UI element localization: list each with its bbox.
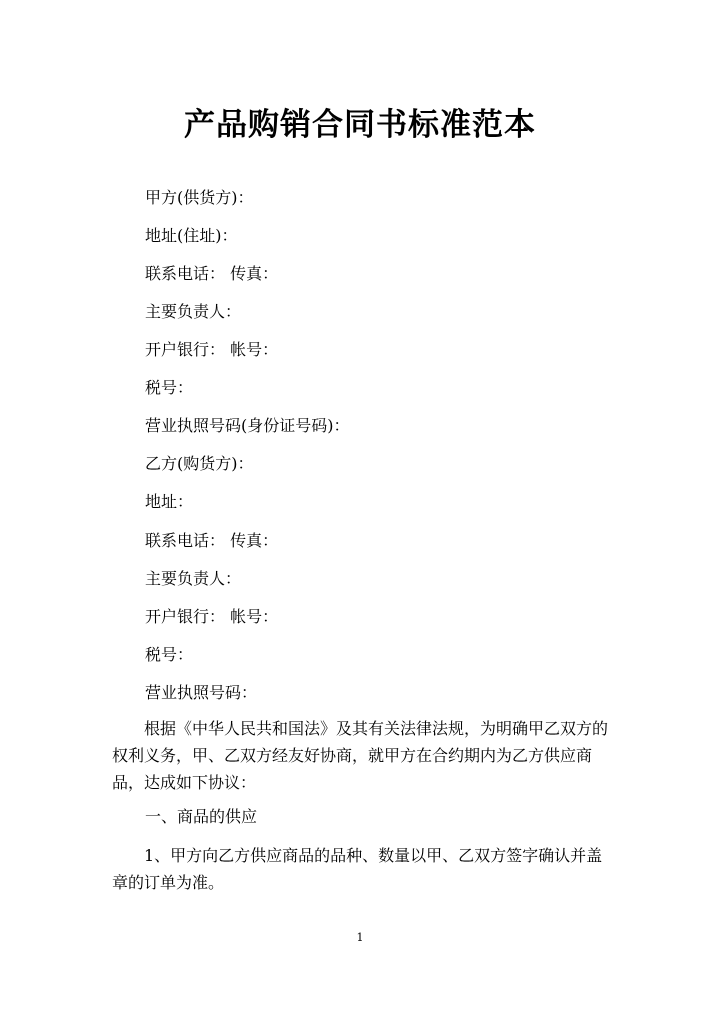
party-a-license: 营业执照号码(身份证号码)： <box>145 416 350 435</box>
party-a-principal: 主要负责人： <box>145 302 242 321</box>
party-a-phone-fax: 联系电话： 传真： <box>145 264 279 283</box>
page-number: 1 <box>356 931 364 944</box>
party-b-principal: 主要负责人： <box>145 569 242 588</box>
party-b-license: 营业执照号码： <box>145 683 258 702</box>
party-b-phone-fax: 联系电话： 传真： <box>145 531 279 550</box>
party-b-label: 乙方(购货方)： <box>145 454 254 473</box>
section-heading: 一、商品的供应 <box>145 807 258 826</box>
party-a-address: 地址(住址)： <box>145 226 238 245</box>
party-b-address: 地址： <box>145 492 194 511</box>
party-b-bank-account: 开户银行： 帐号： <box>145 607 279 626</box>
party-a-label: 甲方(供货方)： <box>145 188 254 207</box>
intro-paragraph: 根据《中华人民共和国法》及其有关法律法规，为明确甲乙双方的权利义务，甲、乙双方经友好协商，就甲方在合约期内为乙方供应商品，达成如下协议： <box>112 719 609 792</box>
party-a-tax-id: 税号： <box>145 378 194 397</box>
document-title: 产品购销合同书标准范本 <box>184 107 536 143</box>
party-b-tax-id: 税号： <box>145 645 194 664</box>
party-a-bank-account: 开户银行： 帐号： <box>145 340 279 359</box>
clause-paragraph: 1、甲方向乙方供应商品的品种、数量以甲、乙双方签字确认并盖章的订单为准。 <box>112 846 603 892</box>
